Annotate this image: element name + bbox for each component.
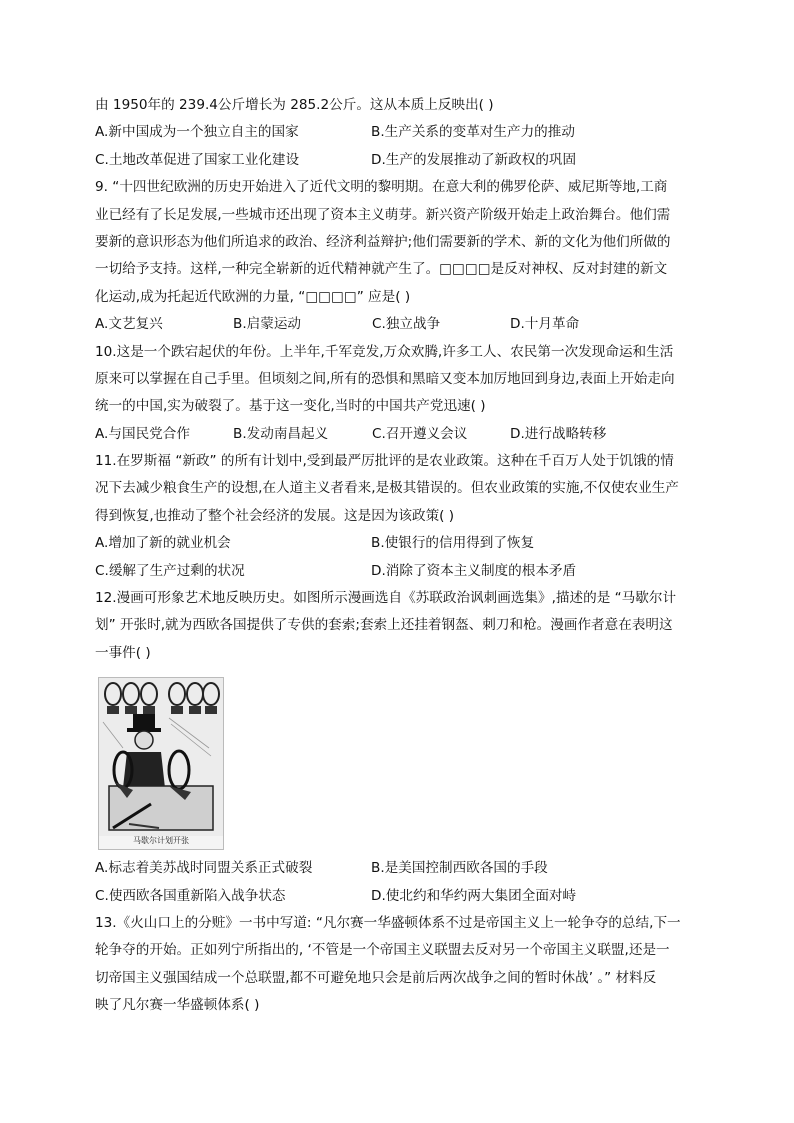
- q11-option-d[interactable]: D.消除了资本主义制度的根本矛盾: [371, 562, 577, 579]
- q9-option-b[interactable]: B.启蒙运动: [233, 316, 302, 333]
- q8-option-c[interactable]: C.土地改革促进了国家工业化建设: [95, 151, 300, 168]
- q11-option-b[interactable]: B.使银行的信用得到了恢复: [371, 535, 535, 552]
- q9-line: 化运动,成为托起近代欧洲的力量, “□□□□” 应是( ): [95, 288, 411, 305]
- q10-options: [95, 421, 705, 448]
- q11-option-row-1: [95, 530, 705, 557]
- cartoon-drawing: [99, 678, 223, 836]
- q9-options: [95, 311, 705, 338]
- marshall-plan-cartoon: [98, 677, 224, 850]
- q8-option-b[interactable]: B.生产关系的变革对生产力的推动: [371, 124, 575, 141]
- q11-option-a[interactable]: A.增加了新的就业机会: [95, 535, 231, 552]
- q13-line: 切帝国主义强国结成一个总联盟,都不可避免地只会是前后两次战争之间的暂时休战’ 。” 材料反: [95, 969, 657, 986]
- q12-option-b[interactable]: B.是美国控制西欧各国的手段: [371, 860, 548, 877]
- q10-option-b[interactable]: B.发动南昌起义: [233, 425, 329, 442]
- q12-option-d[interactable]: D.使北约和华约两大集团全面对峙: [371, 887, 577, 904]
- q12-line: 12.漫画可形象艺术地反映历史。如图所示漫画选自《苏联政治讽刺画选集》,描述的是 “马歇尔计: [95, 590, 677, 607]
- q13-line: 映了凡尔赛一华盛顿体系( ): [95, 997, 260, 1014]
- q8-option-row-1: [95, 119, 705, 146]
- cartoon-caption: 马歇尔计划开张: [133, 836, 189, 846]
- q10-option-a[interactable]: A.与国民党合作: [95, 425, 190, 442]
- q12-option-row-1: [95, 855, 705, 882]
- q11-line: 11.在罗斯福 “新政” 的所有计划中,受到最严厉批评的是农业政策。这种在千百万人处于饥饿的情: [95, 453, 674, 470]
- q10-line: 统一的中国,实为破裂了。基于这一变化,当时的中国共产党迅速( ): [95, 398, 486, 415]
- q11-line: 况下去减少粮食生产的设想,在人道主义者看来,是极其错误的。但农业政策的实施,不仅使农业生产: [95, 480, 679, 497]
- q11-option-row-2: [95, 558, 705, 585]
- q8-option-a[interactable]: A.新中国成为一个独立自主的国家: [95, 124, 299, 141]
- q12-figure: [95, 671, 705, 855]
- q9-line: 9. “十四世纪欧洲的历史开始进入了近代文明的黎明期。在意大利的佛罗伦萨、威尼斯等地,工商: [95, 179, 668, 196]
- q10-option-c[interactable]: C.召开遵义会议: [372, 425, 468, 442]
- q9-option-a[interactable]: A.文艺复兴: [95, 316, 163, 333]
- q8-option-d[interactable]: D.生产的发展推动了新政权的巩固: [371, 151, 577, 168]
- q10-option-d[interactable]: D.进行战略转移: [510, 425, 607, 442]
- q12-option-c[interactable]: C.使西欧各国重新陷入战争状态: [95, 887, 286, 904]
- q9-line: 一切给予支持。这样,一种完全崭新的近代精神就产生了。□□□□是反对神权、反对封建的新文: [95, 261, 668, 278]
- q9-option-c[interactable]: C.独立战争: [372, 316, 441, 333]
- exam-page: [95, 92, 705, 1020]
- q9-line: 业已经有了长足发展,一些城市还出现了资本主义萌芽。新兴资产阶级开始走上政治舞台。他们需: [95, 206, 671, 223]
- q11-option-c[interactable]: C.缓解了生产过剩的状况: [95, 562, 245, 579]
- q8-stem-tail: 由 1950年的 239.4公斤增长为 285.2公斤。这从本质上反映出( ): [95, 97, 494, 113]
- q13-line: 轮争夺的开始。正如列宁所指出的, ‘不管是一个帝国主义联盟去反对另一个帝国主义联盟,还是一: [95, 942, 670, 959]
- q8-option-row-2: [95, 147, 705, 174]
- q10-line: 10.这是一个跌宕起伏的年份。上半年,千军竞发,万众欢腾,许多工人、农民第一次发现命运和生活: [95, 343, 674, 360]
- q13-line: 13.《火山口上的分赃》一书中写道: “凡尔赛一华盛顿体系不过是帝国主义上一轮争夺的总结,下一: [95, 914, 681, 931]
- q11-line: 得到恢复,也推动了整个社会经济的发展。这是因为该政策( ): [95, 507, 455, 524]
- q12-line: 一事件( ): [95, 644, 151, 661]
- q9-option-d[interactable]: D.十月革命: [510, 316, 580, 333]
- q12-option-row-2: [95, 883, 705, 910]
- q12-line: 划” 开张时,就为西欧各国提供了专供的套索;套索上还挂着钢盔、刺刀和枪。漫画作者意在表明这: [95, 617, 673, 634]
- q10-line: 原来可以掌握在自己手里。但顷刻之间,所有的恐惧和黑暗又变本加厉地回到身边,表面上开始走向: [95, 370, 675, 387]
- q9-line: 要新的意识形态为他们所追求的政治、经济利益辩护;他们需要新的学术、新的文化为他们所做的: [95, 233, 671, 250]
- q12-option-a[interactable]: A.标志着美苏战时同盟关系正式破裂: [95, 860, 313, 877]
